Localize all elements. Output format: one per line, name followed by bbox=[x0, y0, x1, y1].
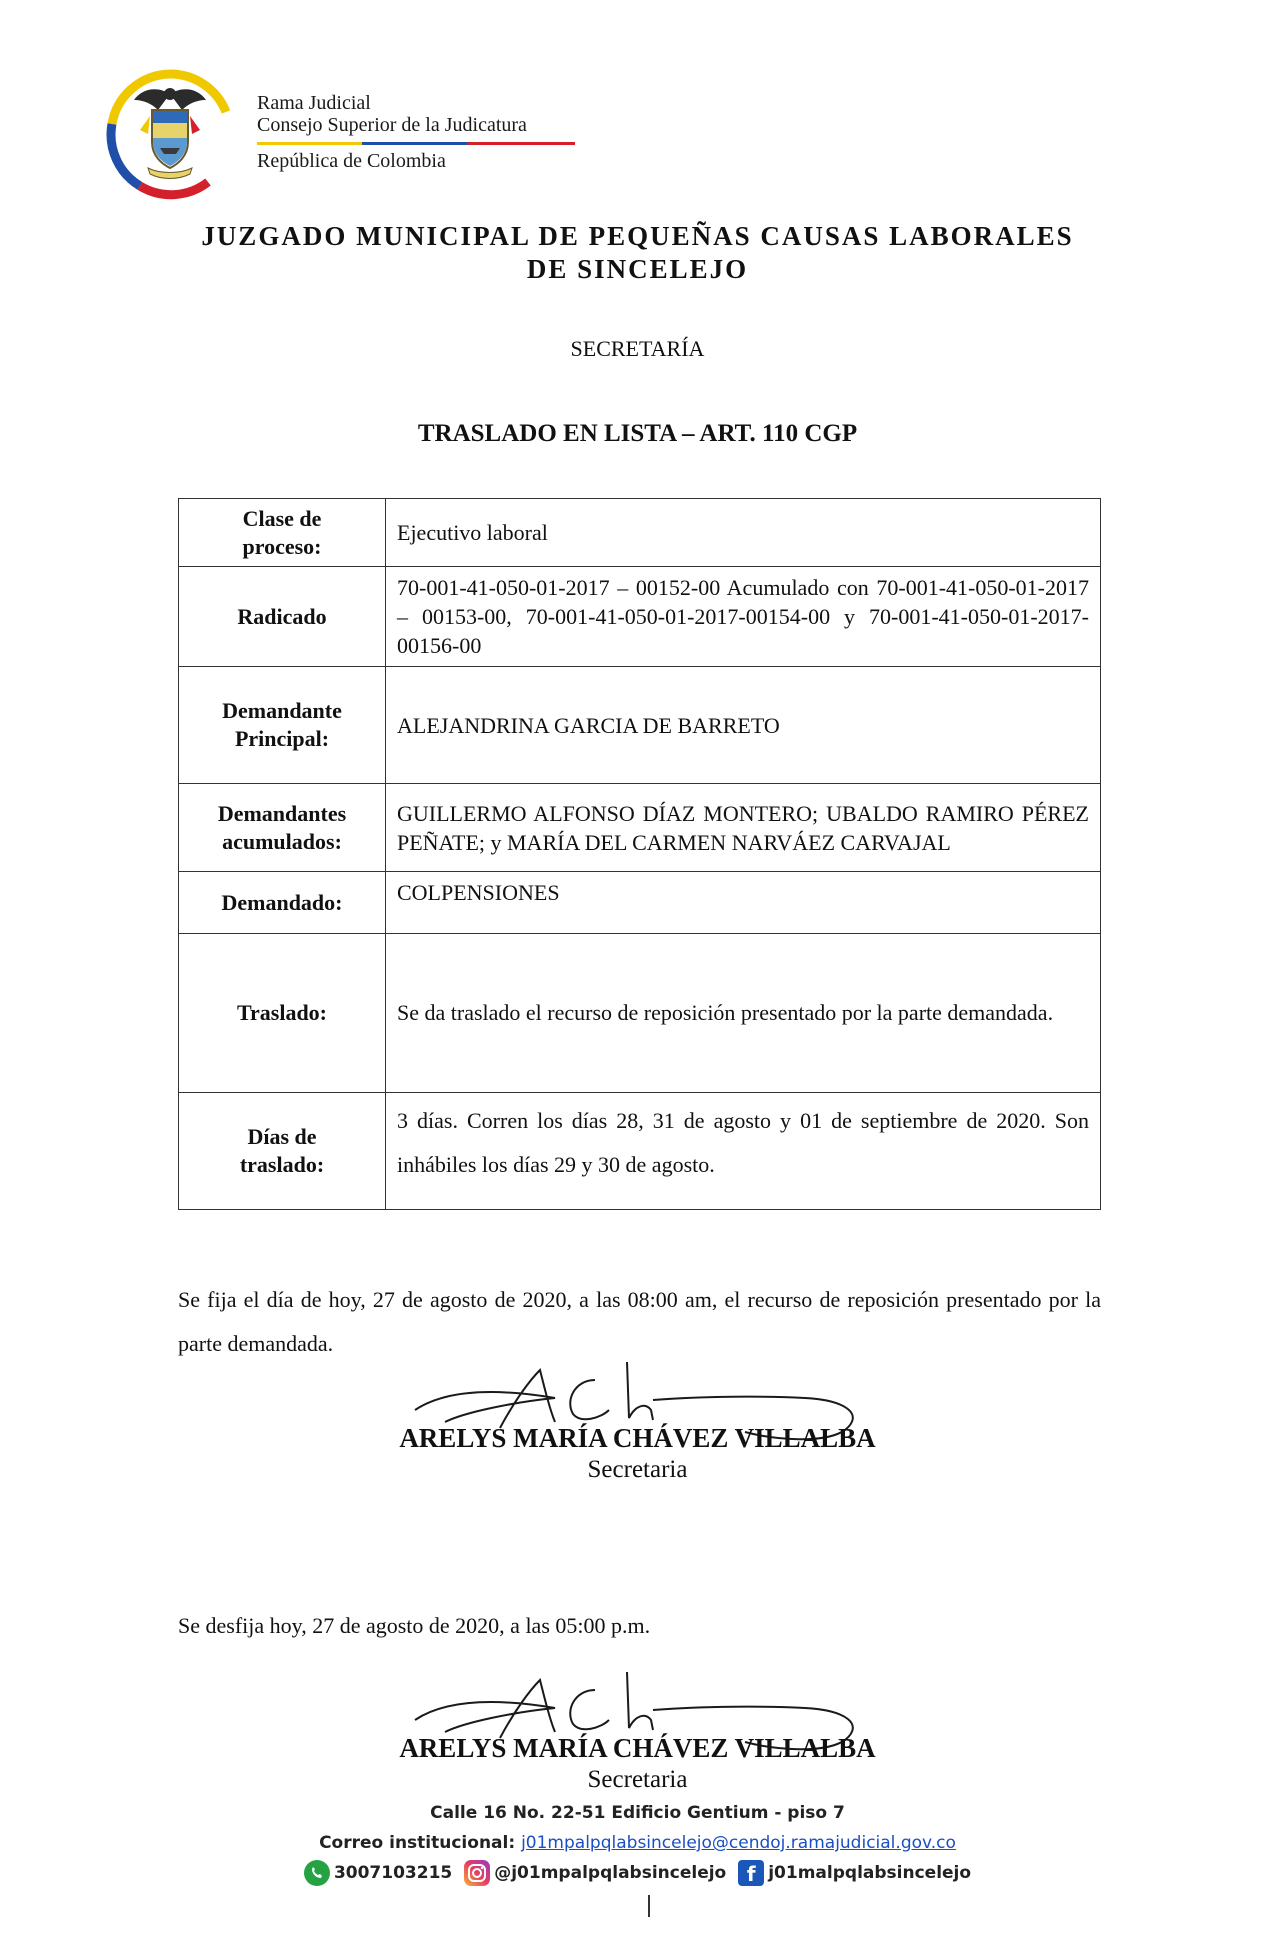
label-line: Traslado: bbox=[236, 1000, 328, 1025]
whatsapp-number: 3007103215 bbox=[333, 1863, 453, 1883]
label-line: traslado: bbox=[239, 1152, 325, 1177]
letterhead-tricolor-rule bbox=[257, 142, 575, 145]
case-details-table bbox=[178, 498, 1101, 1210]
row-label bbox=[179, 567, 386, 667]
row-label bbox=[179, 784, 386, 872]
document-title: TRASLADO EN LISTA – ART. 110 CGP bbox=[417, 420, 858, 447]
main-plaintiff-value: ALEJANDRINA GARCIA DE BARRETO bbox=[386, 667, 1101, 784]
label-line: Días de bbox=[247, 1124, 317, 1149]
signer-name: ARELYS MARÍA CHÁVEZ VILLALBA bbox=[399, 1423, 876, 1453]
row-label bbox=[179, 1093, 386, 1210]
row-label bbox=[179, 667, 386, 784]
posting-notice: Se fija el día de hoy, 27 de agosto de 2020, a las 08:00 am, el recurso de reposición presentado por la parte demandada. bbox=[178, 1287, 1101, 1356]
footer-social-links bbox=[140, 1858, 1135, 1888]
coat-of-arms-icon bbox=[100, 64, 240, 204]
signature-block bbox=[140, 1650, 1135, 1796]
signature-block bbox=[140, 1340, 1135, 1486]
label-line: acumulados: bbox=[222, 828, 342, 854]
footer bbox=[140, 1798, 1135, 1888]
process-class-value: Ejecutivo laboral bbox=[386, 499, 1101, 567]
label-line: Demandantes bbox=[217, 800, 347, 826]
facebook-handle: j01malpqlabsincelejo bbox=[768, 1863, 972, 1883]
court-name-line-1: JUZGADO MUNICIPAL DE PEQUEÑAS CAUSAS LABORALES bbox=[201, 221, 1074, 251]
letterhead-branch: Rama Judicial bbox=[257, 92, 371, 114]
court-name-line-2: DE SINCELEJO bbox=[526, 254, 749, 284]
table-row bbox=[179, 784, 1101, 872]
whatsapp-contact[interactable] bbox=[304, 1858, 452, 1888]
table-row bbox=[179, 934, 1101, 1093]
signer-role: Secretaria bbox=[587, 1766, 688, 1793]
joined-plaintiffs-value: GUILLERMO ALFONSO DÍAZ MONTERO; UBALDO RAMIRO PÉREZ PEÑATE; y MARÍA DEL CARMEN NARVÁEZ CARVAJAL bbox=[386, 784, 1101, 872]
footer-email-link[interactable]: j01mpalpqlabsincelejo@cendoj.ramajudicial.gov.co bbox=[521, 1833, 956, 1853]
letterhead-council: Consejo Superior de la Judicatura bbox=[257, 114, 527, 136]
court-name bbox=[140, 220, 1135, 286]
instagram-icon bbox=[464, 1860, 490, 1886]
defendant-value: COLPENSIONES bbox=[386, 872, 1101, 934]
letterhead bbox=[100, 64, 600, 204]
footer-email-label: Correo institucional: bbox=[319, 1833, 516, 1853]
whatsapp-icon bbox=[304, 1860, 330, 1886]
transfer-value: Se da traslado el recurso de reposición presentado por la parte demandada. bbox=[386, 934, 1101, 1093]
label-line: proceso: bbox=[242, 533, 322, 559]
transfer-days-value: 3 días. Corren los días 28, 31 de agosto y 01 de septiembre de 2020. Son inhábiles los días 29 y 30 de agosto. bbox=[386, 1093, 1101, 1210]
facebook-contact[interactable] bbox=[738, 1858, 971, 1888]
footer-address: Calle 16 No. 22-51 Edificio Gentium - piso 7 bbox=[430, 1803, 845, 1823]
case-number-value: 70-001-41-050-01-2017 – 00152-00 Acumulado con 70-001-41-050-01-2017 – 00153-00, 70-001-41-050-01-2017-00154-00 y 70-001-41-050-01-2017-00156-00 bbox=[386, 567, 1101, 667]
label-line: Principal: bbox=[234, 726, 330, 751]
label-line: Radicado bbox=[237, 603, 327, 629]
signer-name: ARELYS MARÍA CHÁVEZ VILLALBA bbox=[399, 1733, 876, 1763]
instagram-contact[interactable] bbox=[464, 1858, 726, 1888]
table-row bbox=[179, 667, 1101, 784]
row-label bbox=[179, 872, 386, 934]
removal-notice: Se desfija hoy, 27 de agosto de 2020, a las 05:00 p.m. bbox=[178, 1613, 651, 1638]
facebook-icon: f bbox=[738, 1860, 764, 1886]
signer-role: Secretaria bbox=[587, 1456, 688, 1483]
instagram-handle: @j01mpalpqlabsincelejo bbox=[494, 1863, 727, 1883]
office-heading: SECRETARÍA bbox=[570, 336, 705, 361]
label-line: Clase de bbox=[242, 505, 322, 531]
row-label bbox=[179, 934, 386, 1093]
table-row bbox=[179, 567, 1101, 667]
letterhead-country: República de Colombia bbox=[257, 150, 446, 172]
row-label bbox=[179, 499, 386, 567]
footer-email-line bbox=[140, 1828, 1135, 1858]
label-line: Demandado: bbox=[221, 889, 343, 915]
table-row bbox=[179, 1093, 1101, 1210]
table-row bbox=[179, 499, 1101, 567]
letterhead-text bbox=[257, 92, 575, 172]
label-line: Demandante bbox=[222, 698, 342, 723]
table-row bbox=[179, 872, 1101, 934]
page-marker bbox=[648, 1895, 650, 1917]
